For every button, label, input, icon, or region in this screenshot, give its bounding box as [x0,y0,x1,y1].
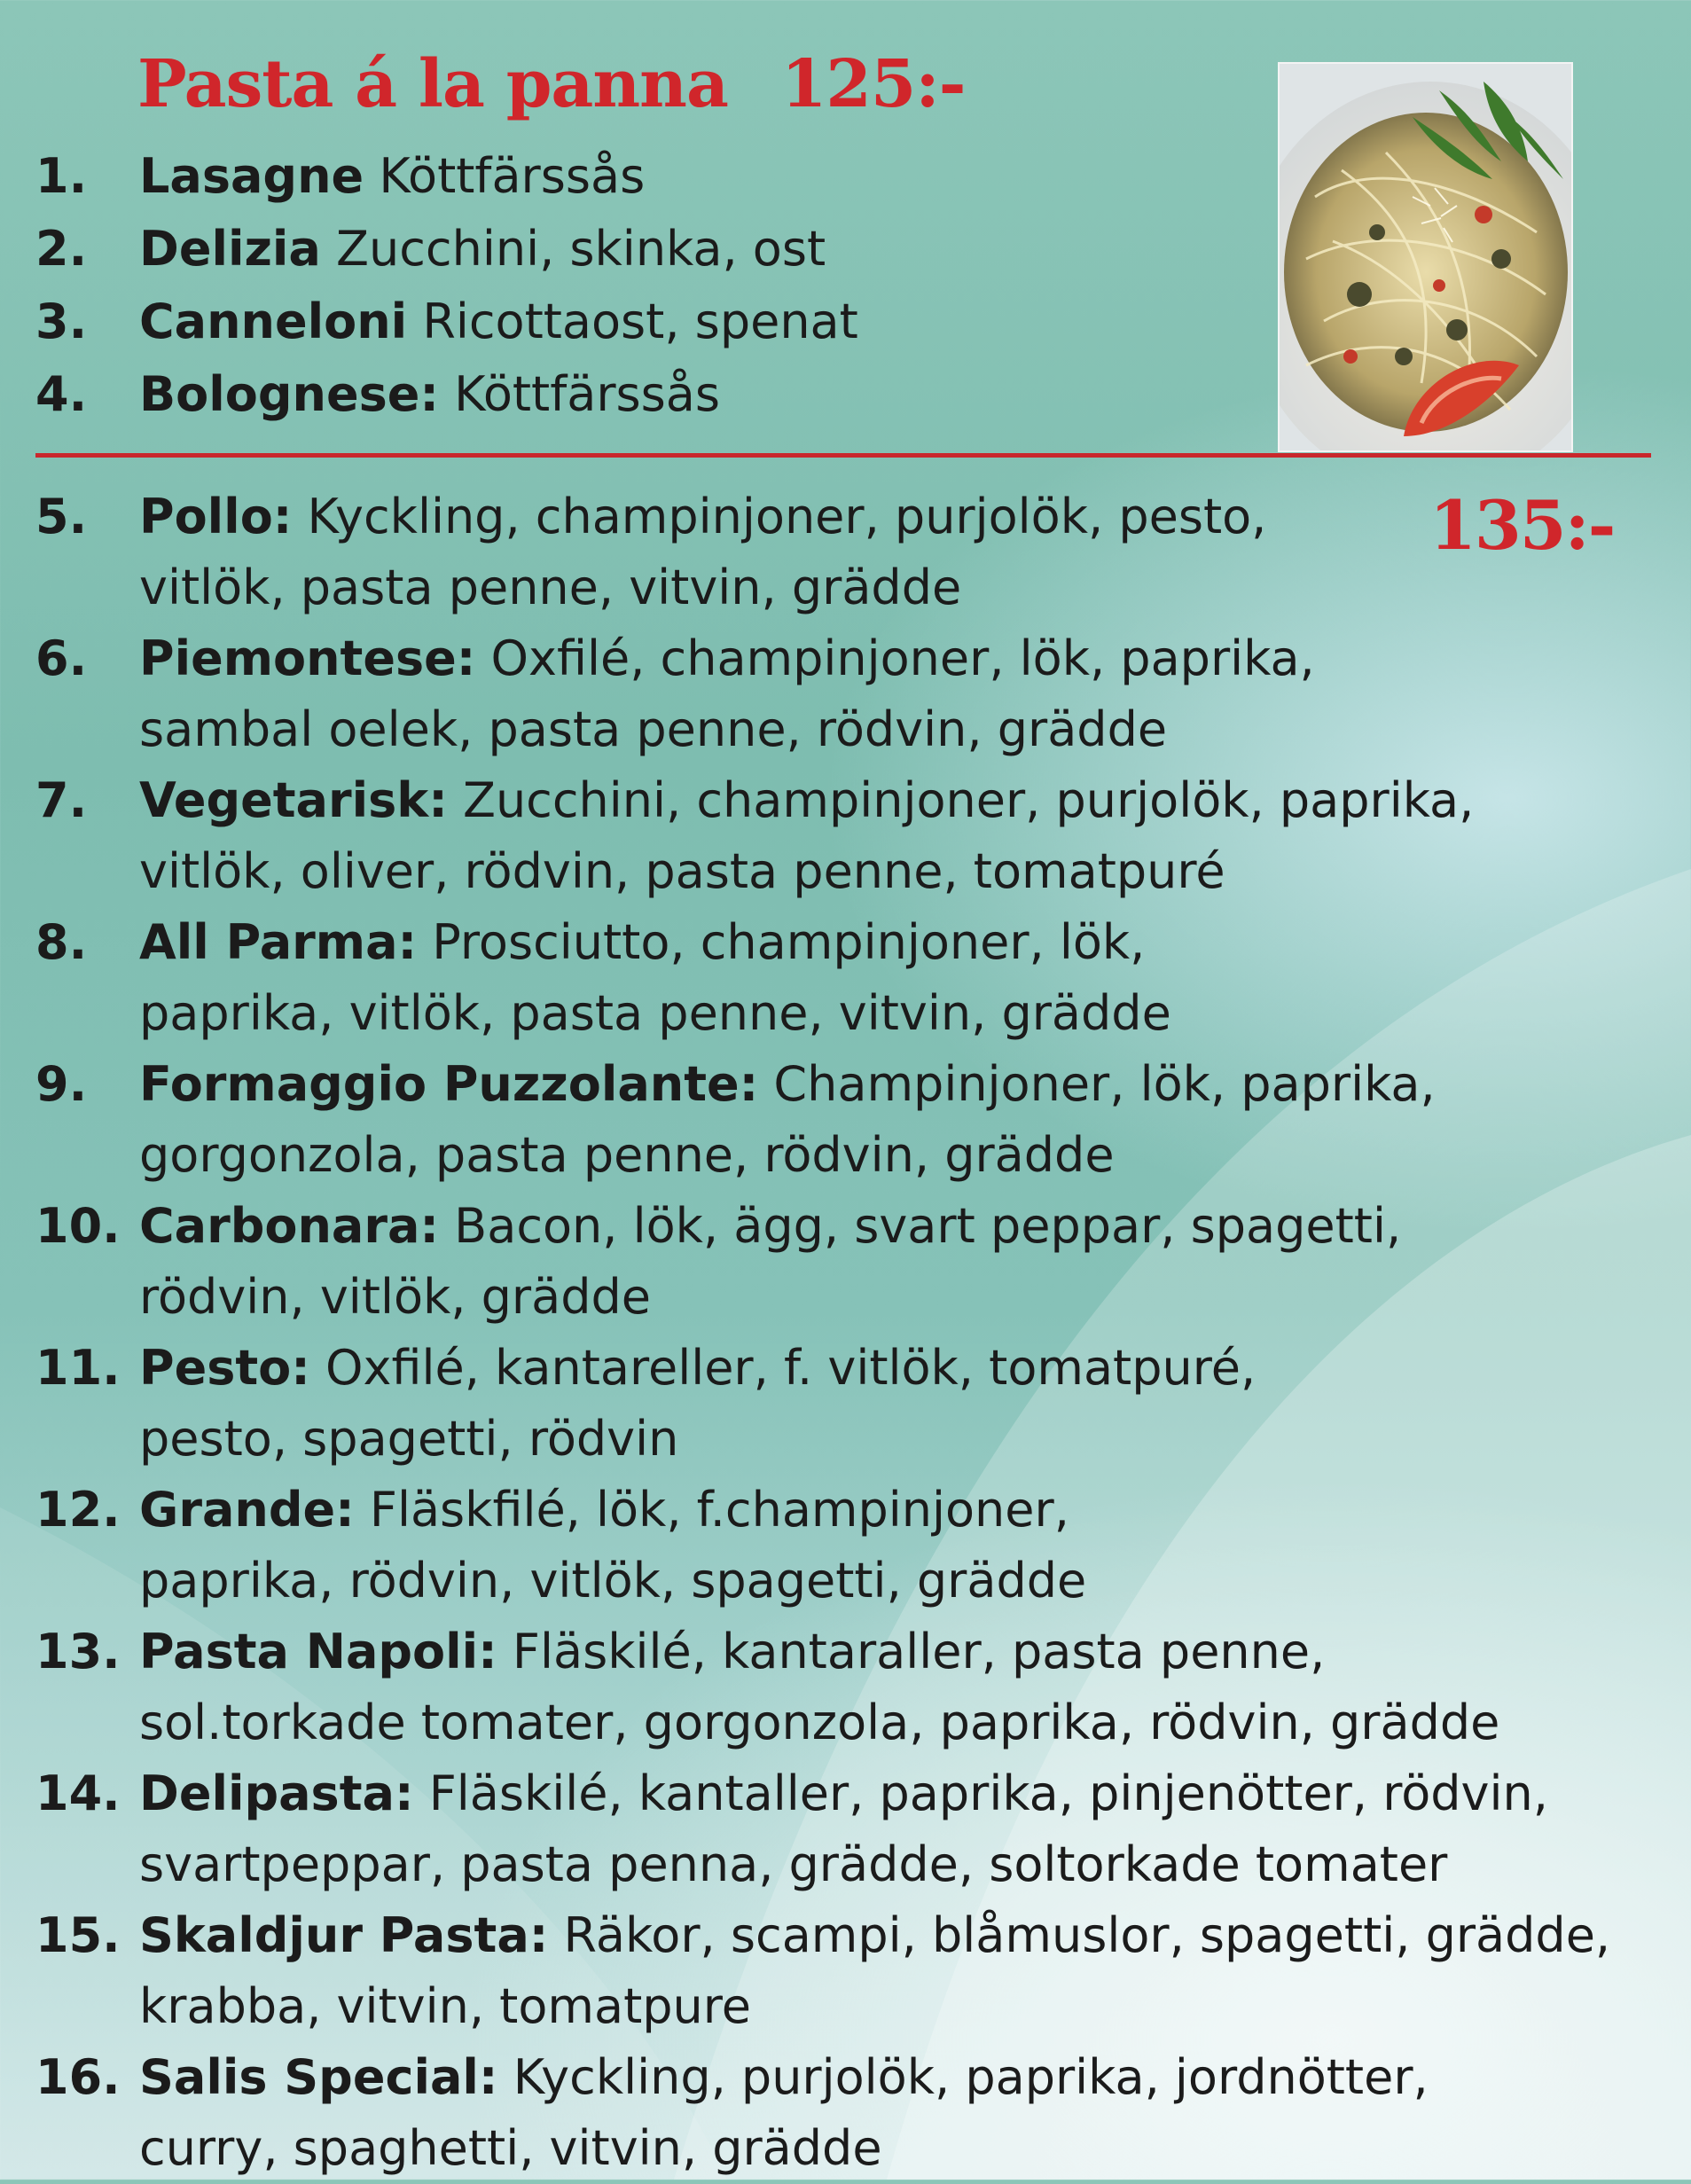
dish-description: Zucchini, champinjoner, purjolök, paprika, [447,772,1475,828]
dish-name: Salis Special: [139,2049,498,2105]
item-number: 4. [35,366,88,422]
list-item [35,623,1610,765]
dish-description: Fläskilé, kantaller, paprika, pinjenötter, rödvin, [413,1765,1548,1821]
dish-description: Köttfärssås [438,366,721,422]
dish-description-cont: krabba, vitvin, tomatpure [139,1978,752,2034]
dish-description: Oxfilé, champinjoner, lök, paprika, [475,630,1315,686]
dish-description: Räkor, scampi, blåmuslor, spagetti, grädde, [548,1907,1611,1963]
menu-list-pasta-panna [35,140,858,431]
item-number: 7. [35,772,88,828]
price-top: 125:- [780,46,966,122]
dish-description: Kyckling, champinjoner, purjolök, pesto, [292,489,1267,544]
section-divider [35,453,1651,458]
item-number: 2. [35,221,88,277]
item-number: 9. [35,1056,88,1112]
list-item [35,1049,1610,1191]
list-item [35,1191,1610,1333]
dish-name: Delipasta: [139,1765,414,1821]
menu-title [137,46,965,122]
dish-description-cont: rödvin, vitlök, grädde [139,1269,651,1325]
list-item [35,213,858,286]
dish-description-cont: curry, spaghetti, vitvin, grädde [139,2120,882,2176]
dish-description-cont: pesto, spagetti, rödvin [139,1411,679,1467]
dish-name: Lasagne [139,148,364,204]
list-item [35,2042,1610,2184]
list-item [35,1616,1610,1758]
item-number: 5. [35,489,88,544]
dish-name: Grande: [139,1482,355,1538]
list-item [35,286,858,358]
dish-description-cont: svartpeppar, pasta penna, grädde, soltorkade tomater [139,1836,1448,1892]
item-number: 15. [35,1907,121,1963]
dish-name: Formaggio Puzzolante: [139,1056,759,1112]
dish-description: Prosciutto, champinjoner, lök, [417,914,1146,970]
pasta-dish-photo [1278,62,1573,452]
dish-description: Fläskilé, kantaraller, pasta penne, [497,1624,1326,1679]
list-item [35,1758,1610,1900]
list-item [35,140,858,213]
list-item [35,358,858,431]
menu-list-pasta-special [35,481,1610,2184]
dish-name: Canneloni [139,294,408,349]
dish-description-cont: vitlök, pasta penne, vitvin, grädde [139,560,962,615]
dish-description-cont: vitlök, oliver, rödvin, pasta penne, tomatpuré [139,843,1225,899]
list-item [35,481,1610,623]
dish-description-cont: sambal oelek, pasta penne, rödvin, grädde [139,701,1168,757]
dish-description: Zucchini, skinka, ost [320,221,826,277]
dish-name: Vegetarisk: [139,772,448,828]
pasta-plate-icon [1280,64,1573,452]
item-number: 16. [35,2049,121,2105]
dish-name: Carbonara: [139,1198,440,1254]
dish-name: All Parma: [139,914,418,970]
dish-name: Pollo: [139,489,293,544]
dish-name: Delizia [139,221,321,277]
dish-description: Fläskfilé, lök, f.champinjoner, [354,1482,1069,1538]
dish-name: Bolognese: [139,366,439,422]
item-number: 10. [35,1198,121,1254]
dish-description: Champinjoner, lök, paprika, [758,1056,1436,1112]
list-item [35,765,1610,907]
dish-name: Skaldjur Pasta: [139,1907,549,1963]
dish-description: Oxfilé, kantareller, f. vitlök, tomatpuré, [309,1340,1257,1396]
dish-description-cont: sol.torkade tomater, gorgonzola, paprika, rödvin, grädde [139,1695,1500,1750]
dish-description: Kyckling, purjolök, paprika, jordnötter, [497,2049,1429,2105]
item-number: 1. [35,148,88,204]
dish-name: Piemontese: [139,630,476,686]
list-item [35,1333,1610,1475]
item-number: 11. [35,1340,121,1396]
item-number: 3. [35,294,88,349]
item-number: 13. [35,1624,121,1679]
list-item [35,1900,1610,2042]
dish-description-cont: paprika, vitlök, pasta penne, vitvin, grädde [139,985,1171,1041]
list-item [35,907,1610,1049]
dish-description: Bacon, lök, ägg, svart peppar, spagetti, [439,1198,1402,1254]
dish-name: Pasta Napoli: [139,1624,497,1679]
dish-description: Ricottaost, spenat [407,294,858,349]
item-number: 14. [35,1765,121,1821]
dish-name: Pesto: [139,1340,310,1396]
dish-description-cont: gorgonzola, pasta penne, rödvin, grädde [139,1127,1115,1183]
dish-description-cont: paprika, rödvin, vitlök, spagetti, grädde [139,1553,1087,1609]
price-lower: 135:- [1429,486,1615,565]
item-number: 12. [35,1482,121,1538]
item-number: 6. [35,630,88,686]
item-number: 8. [35,914,88,970]
dish-description: Köttfärssås [364,148,646,204]
list-item [35,1475,1610,1616]
title-text: Pasta á la panna [137,46,728,122]
